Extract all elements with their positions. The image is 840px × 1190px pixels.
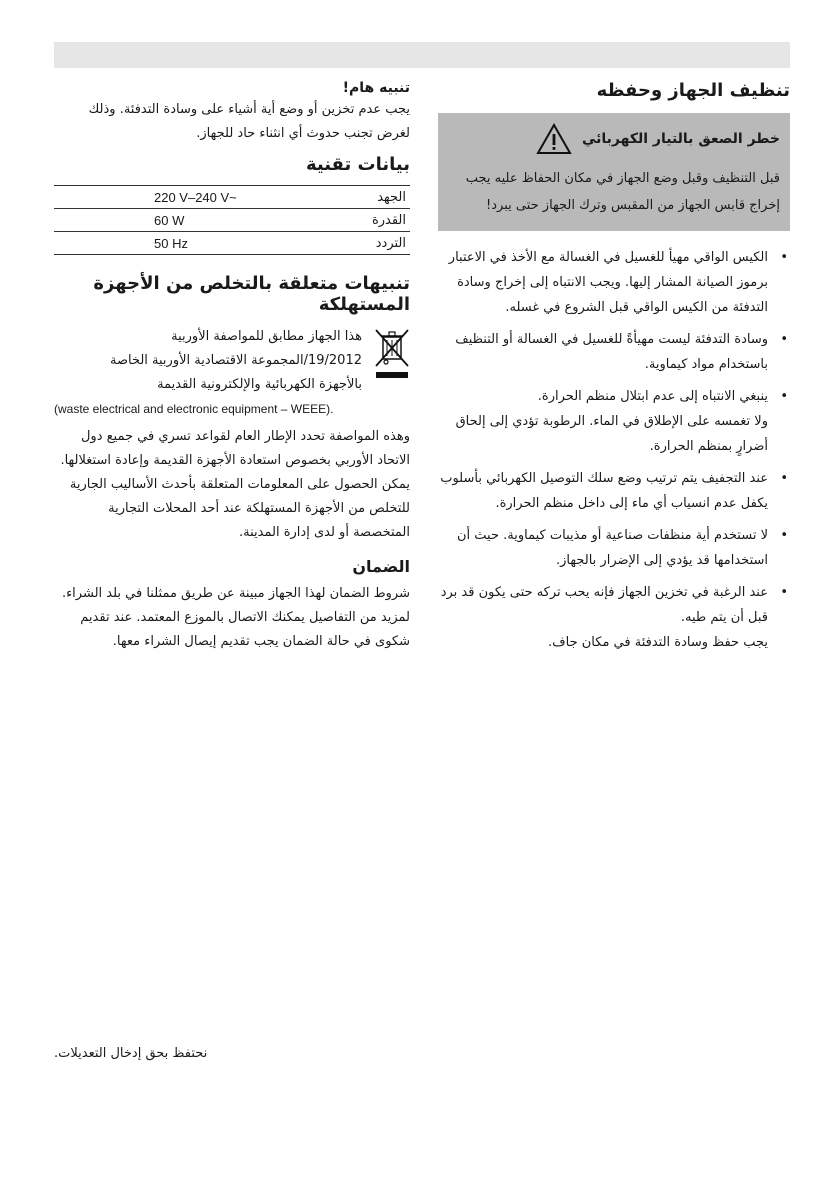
list-item: • عند الرغبة في تخزين الجهاز فإنه يحب تركه حتى يكون قد برد قبل أن يتم طيه. يجب حفظ وسادة التدفئة في مكان جاف. [440,585,788,650]
weee-text: هذا الجهاز مطابق للمواصفة الأوربية 19/2012/المجموعة الاقتصادية الأوربية الخاصة بالأجهزة الكهربائية والإلكترونية القديمة [109,329,362,392]
specs-table [54,185,410,255]
cleaning-title: تنظيف الجهاز وحفظه [596,80,790,101]
disposal-title: تنبيهات متعلقة بالتخلص من الأجهزة المستهلكة [93,273,410,315]
spec-label: الجهد [377,189,406,205]
warning-body: قبل التنظيف وقبل وضع الجهاز في مكان الحفاظ عليه يجب إخراج قابس الجهاز من المقبس وترك الجهاز حتى يبرد! [465,171,780,213]
warning-box [438,113,790,231]
footnote: نحتفظ بحق إدخال التعديلات. [54,1046,208,1061]
disposal-paragraph: يمكن الحصول على المعلومات المتعلقة بأحدث الأساليب الجارية للتخلص من الأجهزة المستهلكة عند أحد المحلات التجارية المتخصصة أو لدى إدارة المدينة. [69,477,410,540]
weee-block [54,325,410,397]
warranty-body: شروط الضمان لهذا الجهاز مبينة عن طريق ممثلنا في بلد الشراء. لمزيد من التفاصيل يمكنك الاتصال بالموزع المعتمد. عند تقديم شكوى في حالة الضمان يجب تقديم إيصال الشراء معها. [61,586,410,649]
warning-header [448,123,780,155]
spec-value: 50 Hz [154,235,188,251]
crossed-bin-icon [372,325,410,387]
specs-title: بيانات تقنية [305,154,410,175]
list-item: • الكيس الواقي مهيأ للغسيل في الغسالة مع الأخذ في الاعتبار برموز الصيانة المشار إليها. ويجب الانتباه إلى إخراج وسادة التدفئة من الكيس الواقي قبل الشروع في غسله. [448,250,788,315]
disposal-paragraph: وهذه المواصفة تحدد الإطار العام لقواعد تسري في جميع دول الاتحاد الأوربي بخصوص استعادة الأجهزة القديمة وإعادة استغلالها. [60,429,410,468]
spec-label: التردد [375,235,406,251]
warning-title: خطر الصعق بالتيار الكهربائي [581,131,780,147]
list-item: • عند التجفيف يتم ترتيب وضع سلك التوصيل الكهربائي بأسلوب يكفل عدم انسياب أي ماء إلى داخل منظم الحرارة. [440,471,788,511]
warranty-title: الضمان [352,557,410,576]
spec-value: 60 W [154,212,185,228]
list-item: • لا تستخدم أية منظفات صناعية أو مذيبات كيماوية. حيث أن استخدامها قد يؤدي إلى الإضرار بالجهاز. [457,528,788,568]
notice-title: تنبيه هام! [342,80,410,96]
notice-body: يجب عدم تخزين أو وضع أية أشياء على وسادة التدفئة. وذلك لغرض تجنب حدوث أي انثناء حاد للجهاز. [88,102,410,141]
table-row [54,186,410,209]
weee-english: (waste electrical and electronic equipment – WEEE). [54,402,334,416]
header-bar [54,42,790,68]
table-row [54,209,410,232]
warning-triangle-icon [536,123,572,155]
spec-label: القدرة [371,212,406,228]
spec-value: 220 V–240 V~ [154,189,237,205]
list-item: • وسادة التدفئة ليست مهيأةً للغسيل في الغسالة أو التنظيف باستخدام مواد كيماوية. [455,332,788,372]
cleaning-section [438,76,790,662]
list-item: • ينبغي الانتباه إلى عدم ابتلال منظم الحرارة. ولا تغمسه على الإطلاق في الماء. الرطوبة تؤدي إلى إلحاق أضرارٍ بمنظم الحرارة. [455,389,788,454]
info-section [54,76,410,654]
table-row [54,232,410,255]
cleaning-list [438,245,790,655]
